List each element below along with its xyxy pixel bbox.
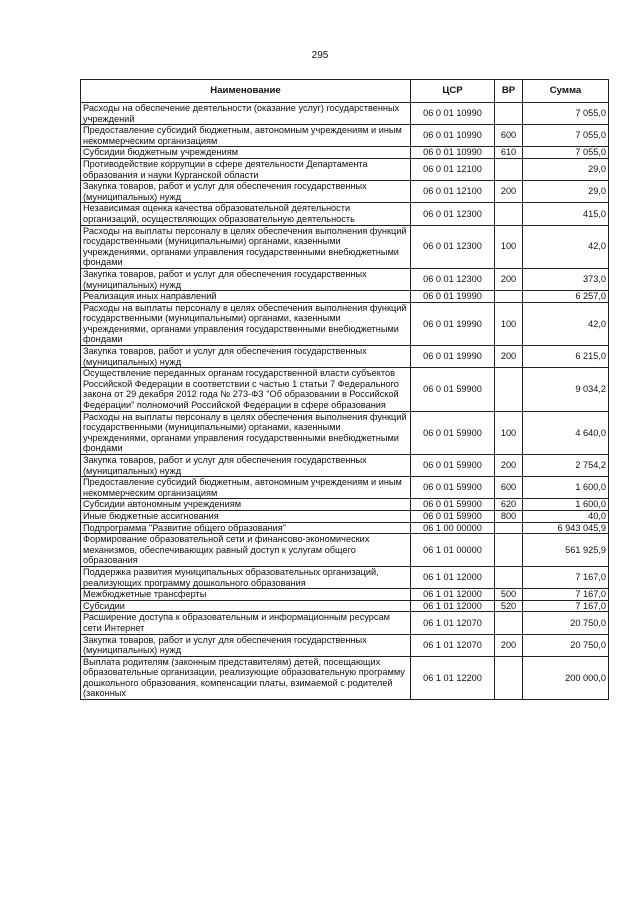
cell-vr: [495, 158, 523, 180]
cell-name: Формирование образовательной сети и финансово-экономических механизмов, обеспечивающих равный доступ к услугам общего образования: [81, 534, 411, 567]
table-row: [81, 147, 609, 159]
cell-vr: 600: [495, 125, 523, 147]
cell-vr: [495, 656, 523, 699]
cell-sum: 1 600,0: [523, 477, 609, 499]
table-header-row: [81, 80, 609, 103]
cell-vr: 200: [495, 181, 523, 203]
cell-csr: 06 0 01 59900: [411, 455, 495, 477]
cell-vr: 200: [495, 268, 523, 290]
table-row: [81, 566, 609, 588]
cell-sum: 200 000,0: [523, 656, 609, 699]
cell-name: Закупка товаров, работ и услуг для обеспечения государственных (муниципальных) нужд: [81, 634, 411, 656]
cell-csr: 06 1 01 12200: [411, 656, 495, 699]
page-number: 295: [311, 50, 329, 61]
cell-csr: 06 0 01 59900: [411, 368, 495, 411]
cell-csr: 06 1 01 12000: [411, 589, 495, 601]
cell-csr: 06 0 01 10990: [411, 103, 495, 125]
table-row: [81, 158, 609, 180]
cell-csr: 06 1 01 12000: [411, 600, 495, 612]
cell-vr: 100: [495, 302, 523, 345]
cell-vr: 600: [495, 477, 523, 499]
cell-csr: 06 1 01 12070: [411, 634, 495, 656]
cell-name: Расходы на выплаты персоналу в целях обеспечения выполнения функций государственными (муниципальными) органами, казенными учреждениями, органами управления государственными внебюджетными фондами: [81, 411, 411, 454]
cell-vr: 500: [495, 589, 523, 601]
cell-sum: 40,0: [523, 510, 609, 522]
cell-csr: 06 1 01 12000: [411, 566, 495, 588]
cell-csr: 06 0 01 12300: [411, 268, 495, 290]
cell-sum: 6 257,0: [523, 291, 609, 303]
cell-name: Субсидии бюджетным учреждениям: [81, 147, 411, 159]
cell-vr: 100: [495, 411, 523, 454]
table-row: [81, 510, 609, 522]
cell-name: Независимая оценка качества образовательной деятельности организаций, осуществляющих образовательную деятельность: [81, 203, 411, 225]
cell-name: Субсидии: [81, 600, 411, 612]
cell-vr: [495, 612, 523, 634]
table-row: [81, 522, 609, 534]
cell-sum: 2 754,2: [523, 455, 609, 477]
cell-vr: 610: [495, 147, 523, 159]
cell-sum: 7 055,0: [523, 125, 609, 147]
cell-csr: 06 0 01 59900: [411, 510, 495, 522]
cell-vr: 200: [495, 455, 523, 477]
table-row: [81, 268, 609, 290]
table-row: [81, 411, 609, 454]
cell-sum: 4 640,0: [523, 411, 609, 454]
cell-vr: [495, 566, 523, 588]
cell-sum: 20 750,0: [523, 634, 609, 656]
table-row: [81, 125, 609, 147]
cell-sum: 29,0: [523, 181, 609, 203]
cell-csr: 06 0 01 59900: [411, 411, 495, 454]
cell-vr: [495, 522, 523, 534]
cell-vr: [495, 203, 523, 225]
cell-csr: 06 0 01 12300: [411, 225, 495, 268]
cell-name: Предоставление субсидий бюджетным, автономным учреждениям и иным некоммерческим организациям: [81, 125, 411, 147]
table-row: [81, 589, 609, 601]
table-row: [81, 600, 609, 612]
table-row: [81, 455, 609, 477]
cell-name: Закупка товаров, работ и услуг для обеспечения государственных (муниципальных) нужд: [81, 181, 411, 203]
cell-csr: 06 0 01 12300: [411, 203, 495, 225]
table-row: [81, 634, 609, 656]
cell-name: Закупка товаров, работ и услуг для обеспечения государственных (муниципальных) нужд: [81, 346, 411, 368]
cell-vr: 200: [495, 346, 523, 368]
cell-csr: 06 0 01 19990: [411, 346, 495, 368]
cell-csr: 06 0 01 59900: [411, 499, 495, 511]
cell-csr: 06 1 00 00000: [411, 522, 495, 534]
table-row: [81, 368, 609, 411]
table-row: [81, 291, 609, 303]
cell-csr: 06 0 01 10990: [411, 147, 495, 159]
cell-sum: 7 055,0: [523, 103, 609, 125]
cell-vr: 200: [495, 634, 523, 656]
table-row: [81, 612, 609, 634]
cell-sum: 42,0: [523, 225, 609, 268]
cell-name: Иные бюджетные ассигнования: [81, 510, 411, 522]
column-header-name: Наименование: [81, 80, 411, 103]
column-header-sum: Сумма: [523, 80, 609, 103]
cell-name: Реализация иных направлений: [81, 291, 411, 303]
cell-name: Расходы на выплаты персоналу в целях обеспечения выполнения функций государственными (муниципальными) органами, казенными учреждениями, органами управления государственными внебюджетными фондами: [81, 302, 411, 345]
cell-sum: 29,0: [523, 158, 609, 180]
cell-csr: 06 0 01 19990: [411, 291, 495, 303]
cell-vr: 620: [495, 499, 523, 511]
cell-csr: 06 0 01 12100: [411, 158, 495, 180]
cell-name: Расходы на обеспечение деятельности (оказание услуг) государственных учреждений: [81, 103, 411, 125]
cell-vr: [495, 534, 523, 567]
cell-vr: [495, 368, 523, 411]
cell-csr: 06 1 01 00000: [411, 534, 495, 567]
cell-sum: 7 167,0: [523, 566, 609, 588]
cell-name: Расширение доступа к образовательным и информационным ресурсам сети Интернет: [81, 612, 411, 634]
table-row: [81, 103, 609, 125]
table-row: [81, 656, 609, 699]
cell-sum: 20 750,0: [523, 612, 609, 634]
cell-vr: [495, 103, 523, 125]
cell-sum: 415,0: [523, 203, 609, 225]
cell-name: Предоставление субсидий бюджетным, автономным учреждениям и иным некоммерческим организациям: [81, 477, 411, 499]
column-header-vr: ВР: [495, 80, 523, 103]
cell-name: Межбюджетные трансферты: [81, 589, 411, 601]
table-row: [81, 346, 609, 368]
cell-sum: 7 167,0: [523, 589, 609, 601]
cell-vr: 100: [495, 225, 523, 268]
cell-sum: 42,0: [523, 302, 609, 345]
cell-sum: 7 055,0: [523, 147, 609, 159]
cell-vr: 520: [495, 600, 523, 612]
cell-name: Закупка товаров, работ и услуг для обеспечения государственных (муниципальных) нужд: [81, 455, 411, 477]
table-row: [81, 203, 609, 225]
cell-sum: 6 943 045,9: [523, 522, 609, 534]
cell-sum: 561 925,9: [523, 534, 609, 567]
cell-name: Подпрограмма "Развитие общего образования": [81, 522, 411, 534]
cell-sum: 6 215,0: [523, 346, 609, 368]
table-row: [81, 181, 609, 203]
cell-vr: [495, 291, 523, 303]
cell-vr: 800: [495, 510, 523, 522]
cell-name: Противодействие коррупции в сфере деятельности Департамента образования и науки Курганской области: [81, 158, 411, 180]
table-row: [81, 477, 609, 499]
cell-sum: 7 167,0: [523, 600, 609, 612]
cell-name: Субсидии автономным учреждениям: [81, 499, 411, 511]
cell-csr: 06 1 01 12070: [411, 612, 495, 634]
cell-sum: 373,0: [523, 268, 609, 290]
table-row: [81, 534, 609, 567]
cell-name: Поддержка развития муниципальных образовательных организаций, реализующих программу дошкольного образования: [81, 566, 411, 588]
cell-name: Расходы на выплаты персоналу в целях обеспечения выполнения функций государственными (муниципальными) органами, казенными учреждениями, органами управления государственными внебюджетными фондами: [81, 225, 411, 268]
cell-csr: 06 0 01 59900: [411, 477, 495, 499]
cell-csr: 06 0 01 10990: [411, 125, 495, 147]
table-row: [81, 302, 609, 345]
cell-sum: 9 034,2: [523, 368, 609, 411]
cell-name: Закупка товаров, работ и услуг для обеспечения государственных (муниципальных) нужд: [81, 268, 411, 290]
cell-name: Выплата родителям (законным представителям) детей, посещающих образовательные организации, реализующие образовательную программу дошкольного образования, компенсации платы, взимаемой с родителей (законных: [81, 656, 411, 699]
cell-csr: 06 0 01 12100: [411, 181, 495, 203]
budget-table: [80, 79, 609, 700]
cell-csr: 06 0 01 19990: [411, 302, 495, 345]
cell-name: Осуществление переданных органам государственной власти субъектов Российской Федерации в соответствии с частью 1 статьи 7 Федерального закона от 29 декабря 2012 года № 273-ФЗ "Об образовании в Российской Федерации" полномочий Российской Федерации в сфере образования: [81, 368, 411, 411]
table-row: [81, 225, 609, 268]
column-header-csr: ЦСР: [411, 80, 495, 103]
cell-sum: 1 600,0: [523, 499, 609, 511]
table-row: [81, 499, 609, 511]
